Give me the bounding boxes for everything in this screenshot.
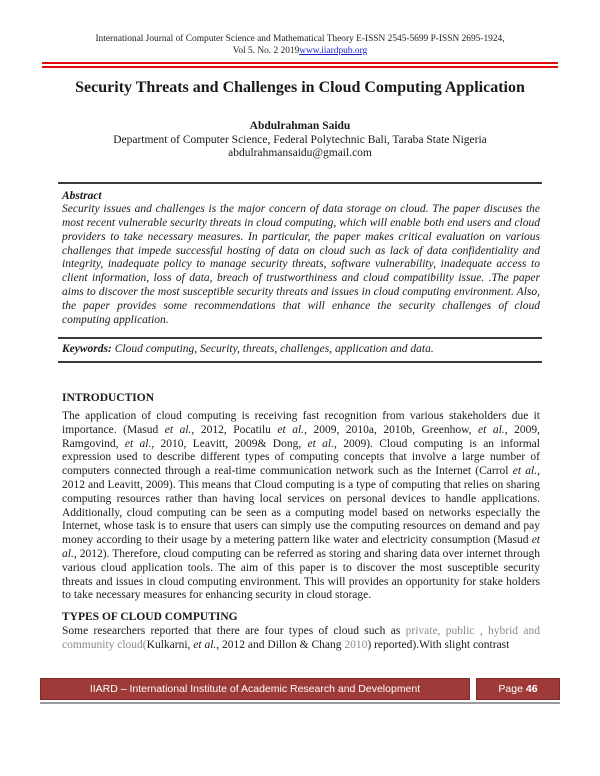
footer-page-label: Page [498,683,523,695]
section-divider [58,337,542,339]
header-divider-line-bottom [42,66,558,68]
introduction-heading: INTRODUCTION [62,392,155,405]
footer-institute: IIARD – International Institute of Academic Research and Development [40,678,470,700]
types-heading: TYPES OF CLOUD COMPUTING [62,611,238,624]
journal-header-line2 [0,45,600,57]
journal-website-link[interactable]: www.iiardpub.org [299,46,368,56]
introduction-paragraph: The application of cloud computing is receiving fast recognition from various stakeholders due it importance. (Masud et al., 2012, Pocatilu et al., 2009, 2010a, 2010b, Greenhow, et al., 2009, Ramgovind, et al., 2010, Leavitt, 2009& Dong, et al., 2009). Cloud computing is an informal expression used to describe different types of computing concepts that involve a large number of computers connected through a real-time communication network such as the Internet (Carrol et al., 2012 and Leavitt, 2009). This means that Cloud computing is a type of computing that relies on sharing computing resources rather than having local services on personal devices to handle applications. Additionally, cloud computing can be seen as a computing model based on networks especially the Internet, whose task is to ensure that users can simply use the computing resources on demand and pay money according to their usage by a metering pattern like water and electricity consumption (Masud et al., 2012). Therefore, cloud computing can be referred as storing and sharing data over internet through various cloud application tools. The aim of this paper is to discover the most susceptible security threats and issues in cloud computing environment. This will provides an opportunity for stake holders to take necessary measures for enhancing security in cloud storage. [62,410,541,602]
keywords-label: Keywords: [62,343,112,356]
page-title: Security Threats and Challenges in Cloud Computing Application [75,79,525,96]
footer-bar [40,678,560,700]
journal-header-line1: International Journal of Computer Science and Mathematical Theory E-ISSN 2545-5699 P-ISSN 2695-1924, [95,34,505,44]
footer-shadow-line [40,702,560,704]
header-divider-line-top [42,62,558,64]
footer-page-number: 46 [525,683,538,695]
keywords-text: Cloud computing, Security, threats, challenges, application and data. [111,343,434,356]
author-affiliation: Department of Computer Science, Federal Polytechnic Bali, Taraba State Nigeria [113,133,487,146]
header-divider [42,62,558,68]
author-block [0,120,600,161]
section-divider [58,361,542,363]
footer-page [476,678,560,700]
keywords-line [62,343,540,357]
abstract-heading: Abstract [62,189,102,202]
journal-volume: Vol 5. No. 2 2019 [232,46,300,56]
journal-header [0,33,600,57]
page-footer [40,678,560,704]
abstract-text: Security issues and challenges is the major concern of data storage on cloud. The paper discuses the most recent vulnerable security threats in cloud computing, which will enable both end users and cloud providers to take necessary measures. In particular, the paper makes critical evaluation on various challenges that impede successful hosting of data on cloud such as lack of data confidentiality and integrity, inadequate policy to manage security threats, software vulnerability, inadequate access to client information, loss of data, breach of trustworthiness and cloud compatibility issue. .The paper aims to discover the most susceptible security threats and issues in cloud computing environment. Also, the paper provides some recommendations that will enhance the security challenges of cloud computing application. [62,203,540,326]
section-divider [58,182,542,184]
types-paragraph: Some researchers reported that there are four types of cloud such as private, public , hybrid and community cloud(Kulkarni, et al., 2012 and Dillon & Chang 2010) reported).With slight contrast [62,625,540,651]
author-email: abdulrahmansaidu@gmail.com [228,147,372,159]
author-name: Abdulrahman Saidu [249,120,351,132]
